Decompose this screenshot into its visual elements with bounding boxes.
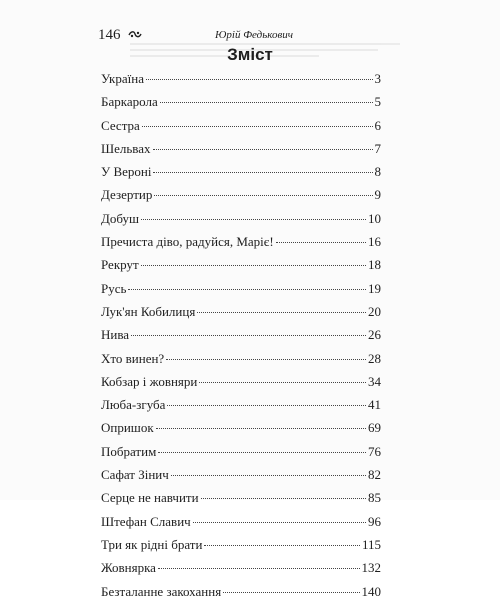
dot-leader bbox=[128, 289, 366, 290]
toc-entry bbox=[101, 209, 381, 232]
toc-entry bbox=[101, 325, 381, 348]
toc-entry-title: Опришок bbox=[101, 420, 154, 436]
toc-entry-page: 69 bbox=[368, 420, 381, 436]
toc-entry bbox=[101, 185, 381, 208]
toc-title: Зміст bbox=[227, 45, 273, 64]
toc-entry-title: Люба-згуба bbox=[101, 397, 166, 413]
running-head: Юрій Федькович bbox=[215, 29, 293, 41]
toc-entry bbox=[101, 69, 381, 92]
toc-entry-title: Сафат Зінич bbox=[101, 467, 169, 483]
toc-entry-page: 7 bbox=[374, 140, 381, 156]
toc-entry bbox=[101, 418, 381, 441]
toc-entry bbox=[101, 442, 381, 465]
dot-leader bbox=[153, 172, 372, 173]
toc-entry bbox=[101, 582, 381, 605]
dot-leader bbox=[146, 79, 373, 80]
toc-entry-page: 18 bbox=[368, 257, 381, 273]
dot-leader bbox=[154, 195, 372, 196]
toc-entry bbox=[101, 162, 381, 185]
toc-entry-page: 96 bbox=[368, 513, 381, 529]
toc-entry bbox=[101, 395, 381, 418]
toc-entry bbox=[101, 302, 381, 325]
toc-entry bbox=[101, 465, 381, 488]
toc-entry-page: 6 bbox=[374, 117, 381, 133]
dot-leader bbox=[193, 522, 366, 523]
toc-entry bbox=[101, 279, 381, 302]
toc-entry-title: Україна bbox=[101, 71, 144, 86]
dot-leader bbox=[156, 428, 366, 429]
toc-entry-title: Лук'ян Кобилиця bbox=[101, 303, 196, 319]
toc-entry-page: 5 bbox=[374, 94, 381, 110]
toc-entry-title: Шельвах bbox=[101, 140, 151, 156]
toc-entry-title: Дезертир bbox=[101, 187, 153, 203]
dot-leader bbox=[166, 359, 366, 360]
dot-leader bbox=[158, 452, 366, 453]
toc-entry-title: Серце не навчити bbox=[101, 490, 199, 506]
toc-entry-page: 3 bbox=[374, 71, 381, 86]
dot-leader bbox=[158, 568, 360, 569]
table-of-contents bbox=[101, 69, 381, 605]
dot-leader bbox=[153, 149, 373, 150]
toc-entry-title: Побратим bbox=[101, 443, 157, 459]
toc-entry-title: Добуш bbox=[101, 210, 139, 226]
dot-leader bbox=[276, 242, 366, 243]
toc-entry-title: Безталанне закохання bbox=[101, 583, 222, 599]
toc-entry-title: Жовнярка bbox=[101, 560, 156, 576]
toc-entry-page: 82 bbox=[368, 467, 381, 483]
toc-entry-page: 85 bbox=[368, 490, 381, 506]
dot-leader bbox=[142, 126, 373, 127]
dot-leader bbox=[171, 475, 366, 476]
toc-entry-page: 34 bbox=[368, 373, 381, 389]
toc-entry bbox=[101, 139, 381, 162]
toc-entry-page: 41 bbox=[368, 397, 381, 413]
toc-entry bbox=[101, 372, 381, 395]
toc-entry bbox=[101, 92, 381, 115]
toc-entry bbox=[101, 512, 381, 535]
toc-entry-title: Баркарола bbox=[101, 94, 158, 110]
toc-entry bbox=[101, 535, 381, 558]
toc-entry-page: 9 bbox=[374, 187, 381, 203]
toc-entry-title: Рекрут bbox=[101, 257, 139, 273]
dot-leader bbox=[160, 102, 373, 103]
toc-entry bbox=[101, 255, 381, 278]
dot-leader bbox=[141, 265, 366, 266]
toc-entry-page: 10 bbox=[368, 210, 381, 226]
dot-leader bbox=[204, 545, 360, 546]
toc-entry-page: 20 bbox=[368, 303, 381, 319]
toc-entry-title: Три як рідні брати bbox=[101, 536, 203, 552]
toc-entry-title: Русь bbox=[101, 280, 127, 296]
toc-entry-page: 19 bbox=[368, 280, 381, 296]
dot-leader bbox=[223, 592, 359, 593]
toc-entry-page: 140 bbox=[361, 583, 381, 599]
toc-entry-title: Пречиста діво, радуйся, Маріє! bbox=[101, 234, 274, 250]
toc-entry bbox=[101, 558, 381, 581]
dot-leader bbox=[167, 405, 366, 406]
toc-entry-page: 28 bbox=[368, 350, 381, 366]
dot-leader bbox=[201, 498, 366, 499]
page-number: 146 bbox=[98, 27, 121, 43]
toc-entry-title: Сестра bbox=[101, 117, 140, 133]
toc-entry-title: Хто винен? bbox=[101, 350, 165, 366]
toc-entry-title: У Вероні bbox=[101, 164, 152, 180]
dot-leader bbox=[141, 219, 366, 220]
toc-entry-title: Нива bbox=[101, 327, 130, 343]
toc-entry-page: 8 bbox=[374, 164, 381, 180]
toc-entry bbox=[101, 232, 381, 255]
toc-entry bbox=[101, 116, 381, 139]
dot-leader bbox=[131, 335, 366, 336]
toc-entry-page: 76 bbox=[368, 443, 381, 459]
toc-entry-page: 115 bbox=[361, 536, 381, 552]
dot-leader bbox=[197, 312, 366, 313]
toc-entry-page: 132 bbox=[361, 560, 381, 576]
toc-entry bbox=[101, 349, 381, 372]
dot-leader bbox=[199, 382, 366, 383]
toc-entry-page: 26 bbox=[368, 327, 381, 343]
toc-entry-title: Штефан Славич bbox=[101, 513, 191, 529]
toc-entry-title: Кобзар і жовняри bbox=[101, 373, 198, 389]
toc-entry-page: 16 bbox=[368, 234, 381, 250]
page-header bbox=[98, 25, 410, 45]
